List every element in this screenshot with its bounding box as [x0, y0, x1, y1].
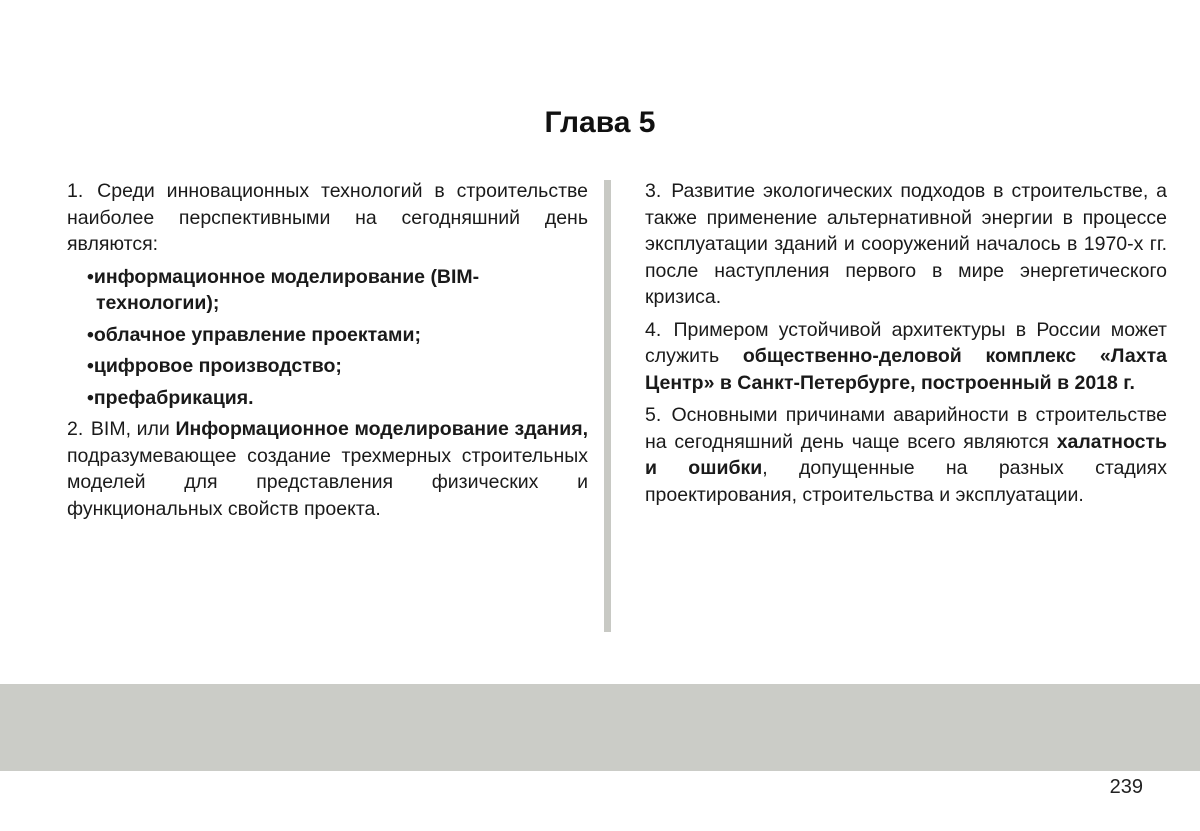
item-text: BIM, или [90, 418, 176, 440]
list-item-5 [645, 402, 1167, 508]
bullet-item: •цифровое производство; [87, 355, 342, 377]
bullet-list [67, 264, 588, 412]
item-bold-text: халатность и ошибки [645, 430, 1167, 479]
item-number: 5. [645, 404, 662, 426]
page-number: 239 [1109, 776, 1143, 798]
item-number: 1. [67, 180, 84, 202]
item-text: подразумевающее создание трехмерных строительных моделей для представления физических и функциональных свойств проекта. [67, 444, 588, 520]
item-text: Примером устойчивой архитектуры в России может служить [645, 318, 1167, 367]
item-bold-text: общественно-деловой комплекс «Лахта Центр» в Санкт-Петербурге, построенный в 2018 г. [645, 345, 1167, 394]
item-text: , допущенные на разных стадиях проектирования, строительства и эксплуатации. [645, 457, 1167, 506]
item-number: 4. [645, 318, 662, 341]
item-text: Среди инновационных технологий в строительстве наиболее перспективными на сегодняшний день являются: [67, 180, 588, 255]
item-number: 2. [67, 418, 84, 440]
chapter-title: Глава 5 [544, 106, 656, 139]
item-text: Основными причинами аварийности в строительстве на сегодняшний день чаще всего являются [645, 404, 1168, 453]
item-number: 3. [645, 180, 662, 202]
item-bold-text: Информационное моделирование здания, [175, 418, 588, 440]
bullet-item: •префабрикация. [87, 386, 254, 409]
item-text: Развитие экологических подходов в строительстве, а также применение альтернативной энергии в процессе эксплуатации зданий и сооружений началось в 1970-х гг. после наступления первого в мире энергетического кризиса. [645, 180, 1167, 308]
bullet-item: •облачное управление проектами; [87, 323, 421, 346]
list-item-1 [67, 178, 588, 258]
list-item-3 [645, 178, 1167, 311]
list-item-2 [67, 416, 588, 522]
left-column [67, 178, 588, 528]
list-item-4 [645, 317, 1167, 397]
right-column [645, 178, 1167, 514]
footer-band [0, 684, 1200, 771]
bullet-item: •информационное моделирование (BIM-технологии); [87, 265, 480, 314]
column-divider [604, 180, 611, 632]
